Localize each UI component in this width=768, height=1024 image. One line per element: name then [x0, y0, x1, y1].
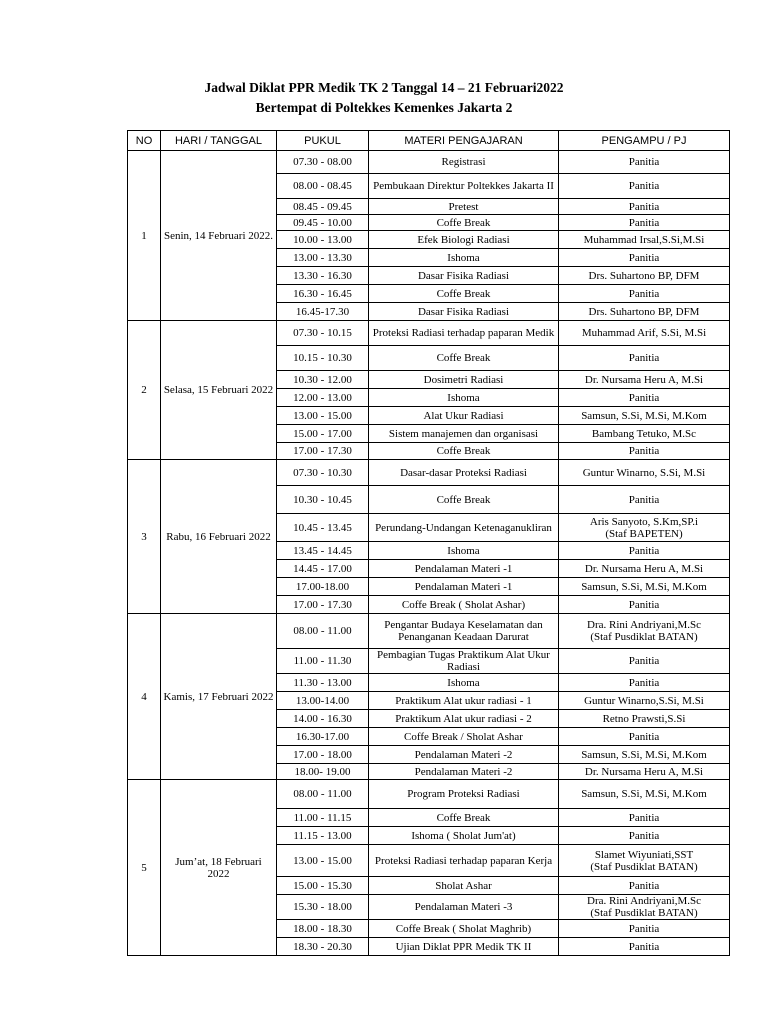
session-pj [559, 407, 730, 425]
table-row [128, 780, 730, 809]
col-header-no: NO [128, 131, 161, 151]
session-pj [559, 674, 730, 692]
pj-name: Panitia [628, 445, 660, 457]
pj-name: Panitia [628, 156, 660, 168]
session-topic: Pendalaman Materi -3 [369, 895, 559, 920]
pj-name: Samsun, S.Si, M.Si, M.Kom [581, 748, 707, 761]
session-topic: Pengantar Budaya Keselamatan dan Penanganan Keadaan Darurat [369, 614, 559, 649]
session-topic: Coffe Break [369, 346, 559, 371]
table-row [128, 614, 730, 649]
session-topic: Pretest [369, 199, 559, 215]
session-time: 11.15 - 13.00 [277, 827, 369, 845]
session-pj [559, 877, 730, 895]
day-date: Kamis, 17 Februari 2022 [161, 614, 277, 780]
pj-name: Guntur Winarno,S.Si, M.Si [584, 694, 704, 707]
session-pj [559, 425, 730, 443]
pj-name: Panitia [628, 493, 660, 506]
pj-name: Panitia [628, 251, 660, 264]
session-topic: Coffe Break [369, 486, 559, 514]
pj-name: Drs. Suhartono BP, DFM [588, 305, 700, 318]
session-pj [559, 174, 730, 199]
session-pj [559, 215, 730, 231]
session-time: 07.30 - 10.15 [277, 321, 369, 346]
session-topic: Registrasi [369, 151, 559, 174]
session-pj [559, 614, 730, 649]
session-time: 10.30 - 10.45 [277, 486, 369, 514]
table-row [128, 321, 730, 346]
pj-name: Bambang Tetuko, M.Sc [591, 427, 697, 440]
session-time: 13.30 - 16.30 [277, 267, 369, 285]
session-pj [559, 346, 730, 371]
session-time: 13.00-14.00 [277, 692, 369, 710]
session-time: 10.00 - 13.00 [277, 231, 369, 249]
pj-name: Panitia [628, 829, 660, 842]
document-title: Jadwal Diklat PPR Medik TK 2 Tanggal 14 – 21 Februari2022 [204, 80, 564, 95]
session-pj [559, 199, 730, 215]
session-time: 17.00 - 17.30 [277, 443, 369, 460]
session-topic: Dasar Fisika Radiasi [369, 303, 559, 321]
session-time: 08.00 - 11.00 [277, 614, 369, 649]
session-pj [559, 514, 730, 542]
session-topic: Dasar-dasar Proteksi Radiasi [369, 460, 559, 486]
pj-name: Slamet Wiyuniati,SST [594, 848, 694, 861]
session-time: 13.00 - 15.00 [277, 407, 369, 425]
session-pj [559, 578, 730, 596]
pj-name: Panitia [628, 216, 660, 229]
pj-name: Aris Sanyoto, S.Km,SP.i [589, 515, 699, 528]
session-pj [559, 443, 730, 460]
session-pj [559, 542, 730, 560]
session-topic: Proteksi Radiasi terhadap paparan Medik [369, 321, 559, 346]
session-topic: Alat Ukur Radiasi [369, 407, 559, 425]
session-time: 11.00 - 11.30 [277, 649, 369, 674]
session-topic: Dosimetri Radiasi [369, 371, 559, 389]
pj-name: Panitia [628, 879, 660, 892]
session-pj [559, 486, 730, 514]
session-time: 08.45 - 09.45 [277, 199, 369, 215]
session-time: 11.30 - 13.00 [277, 674, 369, 692]
session-topic: Praktikum Alat ukur radiasi - 1 [369, 692, 559, 710]
session-pj [559, 460, 730, 486]
session-pj [559, 692, 730, 710]
session-time: 13.00 - 13.30 [277, 249, 369, 267]
session-pj [559, 728, 730, 746]
pj-name: Panitia [628, 200, 660, 213]
pj-name: Panitia [628, 544, 660, 557]
session-pj [559, 920, 730, 938]
session-topic: Pembagian Tugas Praktikum Alat Ukur Radiasi [369, 649, 559, 674]
pj-name: Panitia [628, 180, 660, 192]
session-time: 18.30 - 20.30 [277, 938, 369, 956]
session-topic: Coffe Break [369, 215, 559, 231]
session-pj [559, 303, 730, 321]
session-pj [559, 231, 730, 249]
day-date: Selasa, 15 Februari 2022 [161, 321, 277, 460]
session-time: 10.30 - 12.00 [277, 371, 369, 389]
session-time: 08.00 - 08.45 [277, 174, 369, 199]
day-number: 3 [128, 460, 161, 614]
session-topic: Pendalaman Materi -2 [369, 746, 559, 764]
session-time: 15.00 - 17.00 [277, 425, 369, 443]
pj-name: Muhammad Arif, S.Si, M.Si [581, 327, 707, 339]
session-pj [559, 780, 730, 809]
session-topic: Ishoma [369, 674, 559, 692]
pj-name: Samsun, S.Si, M.Si, M.Kom [581, 409, 707, 422]
session-pj [559, 596, 730, 614]
session-pj [559, 710, 730, 728]
session-time: 07.30 - 08.00 [277, 151, 369, 174]
pj-name: Panitia [628, 940, 660, 953]
session-time: 17.00 - 18.00 [277, 746, 369, 764]
pj-affiliation: (Staf Pusdiklat BATAN) [590, 631, 698, 643]
session-pj [559, 560, 730, 578]
session-time: 18.00- 19.00 [277, 764, 369, 780]
session-topic: Pendalaman Materi -1 [369, 578, 559, 596]
session-time: 13.45 - 14.45 [277, 542, 369, 560]
session-topic: Ujian Diklat PPR Medik TK II [369, 938, 559, 956]
session-pj [559, 649, 730, 674]
pj-name: Dr. Nursama Heru A, M.Si [584, 373, 704, 386]
pj-name: Samsun, S.Si, M.Si, M.Kom [581, 788, 707, 800]
col-header-time: PUKUL [277, 131, 369, 151]
session-time: 16.30-17.00 [277, 728, 369, 746]
session-topic: Program Proteksi Radiasi [369, 780, 559, 809]
session-topic: Coffe Break / Sholat Ashar [369, 728, 559, 746]
session-time: 10.15 - 10.30 [277, 346, 369, 371]
session-topic: Pendalaman Materi -1 [369, 560, 559, 578]
session-time: 08.00 - 11.00 [277, 780, 369, 809]
session-topic: Ishoma [369, 542, 559, 560]
session-topic: Pendalaman Materi -2 [369, 764, 559, 780]
session-time: 13.00 - 15.00 [277, 845, 369, 877]
pj-name: Drs. Suhartono BP, DFM [588, 269, 700, 282]
session-time: 16.30 - 16.45 [277, 285, 369, 303]
table-row [128, 151, 730, 174]
session-time: 12.00 - 13.00 [277, 389, 369, 407]
session-topic: Praktikum Alat ukur radiasi - 2 [369, 710, 559, 728]
pj-name: Panitia [628, 391, 660, 404]
pj-name: Panitia [628, 730, 660, 743]
pj-name: Dra. Rini Andriyani,M.Sc [587, 619, 701, 631]
pj-affiliation: (Staf Pusdiklat BATAN) [590, 860, 698, 873]
session-time: 09.45 - 10.00 [277, 215, 369, 231]
pj-name: Panitia [628, 352, 660, 364]
pj-name: Dra. Rini Andriyani,M.Sc [587, 895, 701, 907]
session-topic: Ishoma [369, 389, 559, 407]
document-subtitle: Bertempat di Poltekkes Kemenkes Jakarta 2 [255, 100, 513, 115]
pj-name: Panitia [628, 655, 660, 667]
session-time: 16.45-17.30 [277, 303, 369, 321]
pj-name: Panitia [628, 922, 660, 935]
session-time: 14.00 - 16.30 [277, 710, 369, 728]
session-time: 07.30 - 10.30 [277, 460, 369, 486]
pj-name: Panitia [628, 811, 660, 824]
session-pj [559, 827, 730, 845]
day-number: 1 [128, 151, 161, 321]
pj-name: Retno Prawsti,S.Si [602, 712, 686, 725]
session-pj [559, 809, 730, 827]
session-topic: Coffe Break ( Sholat Ashar) [369, 596, 559, 614]
session-topic: Sistem manajemen dan organisasi [369, 425, 559, 443]
session-time: 15.30 - 18.00 [277, 895, 369, 920]
pj-affiliation: (Staf BAPETEN) [605, 527, 683, 540]
session-topic: Proteksi Radiasi terhadap paparan Kerja [369, 845, 559, 877]
day-number: 5 [128, 780, 161, 956]
day-number: 2 [128, 321, 161, 460]
day-number: 4 [128, 614, 161, 780]
session-topic: Perundang-Undangan Ketenaganukliran [369, 514, 559, 542]
session-topic: Ishoma ( Sholat Jum'at) [369, 827, 559, 845]
session-topic: Sholat Ashar [369, 877, 559, 895]
table-row [128, 460, 730, 486]
session-time: 18.00 - 18.30 [277, 920, 369, 938]
session-topic: Coffe Break ( Sholat Maghrib) [369, 920, 559, 938]
col-header-pj: PENGAMPU / PJ [559, 131, 730, 151]
session-topic: Coffe Break [369, 285, 559, 303]
session-pj [559, 151, 730, 174]
pj-name: Dr. Nursama Heru A, M.Si [584, 562, 704, 575]
pj-name: Muhammad Irsal,S.Si,M.Si [583, 233, 705, 246]
session-time: 14.45 - 17.00 [277, 560, 369, 578]
document-header [0, 78, 768, 118]
session-pj [559, 267, 730, 285]
session-topic: Pembukaan Direktur Poltekkes Jakarta II [369, 174, 559, 199]
session-pj [559, 746, 730, 764]
session-topic: Dasar Fisika Radiasi [369, 267, 559, 285]
pj-name: Samsun, S.Si, M.Si, M.Kom [581, 580, 707, 593]
session-pj [559, 764, 730, 780]
pj-name: Guntur Winarno, S.Si, M.Si [582, 466, 706, 479]
col-header-date: HARI / TANGGAL [161, 131, 277, 151]
session-time: 10.45 - 13.45 [277, 514, 369, 542]
col-header-topic: MATERI PENGAJARAN [369, 131, 559, 151]
pj-affiliation: (Staf Pusdiklat BATAN) [590, 907, 698, 919]
session-time: 11.00 - 11.15 [277, 809, 369, 827]
session-time: 15.00 - 15.30 [277, 877, 369, 895]
session-pj [559, 321, 730, 346]
schedule-body [128, 151, 730, 956]
pj-name: Dr. Nursama Heru A, M.Si [584, 765, 704, 778]
pj-name: Panitia [628, 676, 660, 689]
session-topic: Efek Biologi Radiasi [369, 231, 559, 249]
header-row [128, 131, 730, 151]
session-pj [559, 389, 730, 407]
session-pj [559, 938, 730, 956]
pj-name: Panitia [628, 287, 660, 300]
session-topic: Ishoma [369, 249, 559, 267]
day-date: Rabu, 16 Februari 2022 [161, 460, 277, 614]
session-pj [559, 249, 730, 267]
session-pj [559, 895, 730, 920]
pj-name: Panitia [628, 598, 660, 611]
session-pj [559, 285, 730, 303]
session-time: 17.00-18.00 [277, 578, 369, 596]
session-pj [559, 371, 730, 389]
session-topic: Coffe Break [369, 443, 559, 460]
session-pj [559, 845, 730, 877]
day-date: Jum’at, 18 Februari 2022 [161, 780, 277, 956]
session-topic: Coffe Break [369, 809, 559, 827]
session-time: 17.00 - 17.30 [277, 596, 369, 614]
schedule-table [127, 130, 730, 956]
day-date: Senin, 14 Februari 2022. [161, 151, 277, 321]
